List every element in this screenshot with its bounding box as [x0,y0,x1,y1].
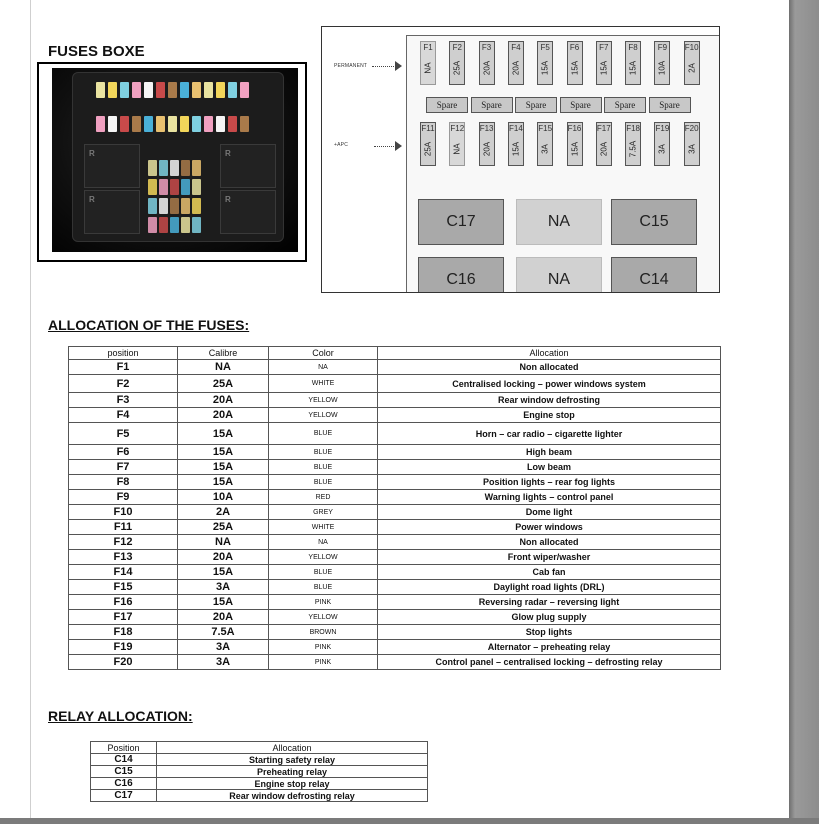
fuse-slot-value: 15A [570,141,579,157]
photo-fuse [181,160,190,176]
fuse-table-header [69,347,721,360]
fuse-table-row [69,550,721,565]
fuse-allocation: Engine stop [378,408,721,423]
fuse-slot-f11 [420,122,436,166]
fuse-calibre: 15A [178,475,269,490]
photo-fuse [108,82,117,98]
photo-fuse [159,217,168,233]
fuse-allocation-heading: ALLOCATION OF THE FUSES: [48,317,250,333]
fuse-color: BLUE [269,445,378,460]
photo-fuse [120,116,129,132]
fuse-allocation: Alternator – preheating relay [378,640,721,655]
relay-slot-na: NA [516,257,602,293]
fuse-slot-f19 [654,122,670,166]
spare-fuse-slot: Spare [471,97,513,113]
photo-fuse [240,82,249,98]
fuse-color: RED [269,490,378,505]
fuse-slot-f17 [596,122,612,166]
fuse-position: F12 [69,535,178,550]
fuse-position: F14 [69,565,178,580]
photo-fuse [156,116,165,132]
fuse-slot-f8 [625,41,641,85]
fuse-allocation: Dome light [378,505,721,520]
fuse-allocation: Glow plug supply [378,610,721,625]
photo-fuse [180,116,189,132]
fuse-slot-f5 [537,41,553,85]
photo-fuse [228,116,237,132]
spare-fuse-slot: Spare [560,97,602,113]
fuse-slot-name: F13 [479,124,494,133]
fuse-position: F15 [69,580,178,595]
fuse-slot-value: NA [423,62,433,74]
fuse-slot-f14 [508,122,524,166]
header-position: position [69,347,178,360]
fuse-calibre: 20A [178,408,269,423]
fuse-slot-f16 [567,122,583,166]
fuse-slot-name: F2 [452,43,462,52]
fuse-allocation: Non allocated [378,535,721,550]
left-margin [0,0,30,818]
permanent-supply-label: PERMANENT [334,63,368,69]
fuse-position: F16 [69,595,178,610]
fuse-calibre: 15A [178,565,269,580]
fuse-position: F4 [69,408,178,423]
photo-fuse [168,82,177,98]
fuse-position: F7 [69,460,178,475]
spare-fuse-slot: Spare [604,97,646,113]
fuse-color: BROWN [269,625,378,640]
relay-table-row [91,790,428,802]
relay-table-header [91,742,428,754]
fuse-slot-f7 [596,41,612,85]
fuse-allocation: Power windows [378,520,721,535]
viewer-scrollbar-gutter[interactable] [789,0,819,824]
fuse-calibre: 15A [178,445,269,460]
fuse-slot-f10 [684,41,700,85]
photo-fuse [192,116,201,132]
fuse-allocation-table [68,346,721,670]
fuse-slot-name: F5 [540,43,550,52]
fuse-slot-value: 15A [511,141,521,157]
fuse-color: NA [269,360,378,375]
photo-fuse [148,217,157,233]
photo-fuse [192,160,201,176]
fuse-allocation: Centralised locking – power windows system [378,375,721,393]
relay-position: C16 [91,778,157,790]
relay-allocation: Engine stop relay [157,778,428,790]
photo-relay-mark: R [89,149,95,158]
relay-slot-c17: C17 [418,199,504,245]
fuse-slot-value: 7.5A [628,140,638,158]
fuse-slot-f12 [449,122,465,166]
fuse-table-row [69,360,721,375]
fuse-calibre: NA [178,535,269,550]
photo-fuse [181,217,190,233]
photo-relay-mark: R [225,195,231,204]
photo-relay-mark: R [89,195,95,204]
fuse-slot-value: 15A [570,60,579,76]
fuse-table-row [69,445,721,460]
photo-fuse [96,82,105,98]
relay-table-row [91,778,428,790]
relay-allocation: Preheating relay [157,766,428,778]
spare-fuse-slot: Spare [649,97,691,113]
relay-slot-c14: C14 [611,257,697,293]
photo-fuse [168,116,177,132]
fuse-slot-value: 20A [511,60,521,76]
fuse-allocation: Rear window defrosting [378,393,721,408]
fuses-box-heading: FUSES BOXE [48,43,145,60]
fuse-slot-f3 [479,41,495,85]
fuse-slot-name: F6 [569,43,580,52]
relay-slot-na: NA [516,199,602,245]
fuse-slot-f9 [654,41,670,85]
fuse-box-diagram [321,26,720,293]
relay-position: C14 [91,754,157,766]
fuse-calibre: 20A [178,393,269,408]
fuse-slot-name: F7 [599,43,609,52]
fuse-table-row [69,423,721,445]
fuse-slot-value: 3A [540,144,550,154]
fuse-slot-value: 25A [452,60,462,76]
apc-arrow-icon [395,141,402,151]
fuse-slot-f4 [508,41,524,85]
fuse-slot-name: F20 [684,124,699,133]
fuse-table-row [69,595,721,610]
photo-fuse [180,82,189,98]
fuse-color: PINK [269,640,378,655]
photo-fuse [132,82,141,98]
photo-fuse [204,116,213,132]
fuse-slot-value: 15A [628,60,638,76]
fuse-position: F17 [69,610,178,625]
relay-slot-c16: C16 [418,257,504,293]
photo-fuse [192,217,201,233]
photo-fuse [192,179,201,195]
photo-fuse [192,198,201,214]
fuse-color: YELLOW [269,610,378,625]
photo-fuse [170,160,179,176]
fuse-slot-name: F3 [481,43,492,52]
fuse-table-row [69,655,721,670]
relay-position: C17 [91,790,157,802]
fuse-table-row [69,535,721,550]
photo-relay [220,190,276,234]
fuse-calibre: 10A [178,490,269,505]
photo-fuse [120,82,129,98]
viewer-bottom-edge [0,818,819,824]
fuse-position: F9 [69,490,178,505]
fuse-allocation: Control panel – centralised locking – defrosting relay [378,655,721,670]
fuse-table-row [69,625,721,640]
fuse-allocation: Cab fan [378,565,721,580]
photo-fuse [170,198,179,214]
fuse-table-row [69,505,721,520]
fuse-slot-name: F15 [538,124,553,133]
fuse-table-row [69,640,721,655]
photo-fuse [181,198,190,214]
fuse-slot-name: F14 [508,124,523,133]
fuse-color: BLUE [269,460,378,475]
photo-fuse [216,82,225,98]
fuse-color: WHITE [269,375,378,393]
photo-fuse [170,217,179,233]
photo-relay-mark: R [225,149,231,158]
fuse-slot-name: F19 [655,124,670,133]
fuse-color: PINK [269,595,378,610]
fuse-slot-value: 20A [482,141,492,157]
photo-fuse [132,116,141,132]
fuse-calibre: 20A [178,610,269,625]
fuse-slot-value: 15A [540,60,550,76]
fuse-table-row [69,375,721,393]
fuse-slot-value: 20A [599,141,609,157]
fuse-slot-name: F1 [423,43,433,52]
fuse-table-row [69,565,721,580]
fuse-calibre: NA [178,360,269,375]
fuse-position: F10 [69,505,178,520]
fuse-slot-value: 25A [423,141,433,157]
photo-fuse [148,160,157,176]
fuse-calibre: 20A [178,550,269,565]
fuse-slot-f13 [479,122,495,166]
fuse-position: F19 [69,640,178,655]
header-color: Color [269,347,378,360]
fuse-table-row [69,580,721,595]
fuse-color: WHITE [269,520,378,535]
photo-fuse [159,198,168,214]
permanent-arrow-line [372,66,396,68]
relay-table-row [91,766,428,778]
fuse-allocation: Daylight road lights (DRL) [378,580,721,595]
photo-fuse [96,116,105,132]
fuse-allocation: Front wiper/washer [378,550,721,565]
photo-fuse [240,116,249,132]
fuse-position: F11 [69,520,178,535]
fuse-slot-name: F18 [626,124,640,133]
permanent-arrow-icon [395,61,402,71]
fuse-slot-f15 [537,122,553,166]
fuse-slot-value: 3A [657,144,667,154]
fuse-calibre: 15A [178,460,269,475]
fuse-color: PINK [269,655,378,670]
fuse-calibre: 7.5A [178,625,269,640]
fuse-slot-name: F17 [596,124,611,133]
fuse-position: F8 [69,475,178,490]
fuse-allocation: Non allocated [378,360,721,375]
fuse-calibre: 3A [178,640,269,655]
fuse-color: YELLOW [269,550,378,565]
fuse-slot-value: 2A [687,63,697,73]
header-calibre: Calibre [178,347,269,360]
relay-table-row [91,754,428,766]
fuse-color: YELLOW [269,393,378,408]
fuse-position: F5 [69,423,178,445]
fuse-allocation: Reversing radar – reversing light [378,595,721,610]
header-allocation: Allocation [378,347,721,360]
fuse-position: F20 [69,655,178,670]
fuse-table-row [69,490,721,505]
relay-header-position: Position [91,742,157,754]
fuse-color: NA [269,535,378,550]
fuse-position: F1 [69,360,178,375]
fuse-allocation: Horn – car radio – cigarette lighter [378,423,721,445]
fuse-calibre: 3A [178,580,269,595]
fuse-slot-value: 20A [482,60,492,76]
relay-allocation: Rear window defrosting relay [157,790,428,802]
fuse-table-row [69,460,721,475]
photo-fuse [204,82,213,98]
fuse-position: F13 [69,550,178,565]
photo-fuse [148,179,157,195]
fuse-position: F2 [69,375,178,393]
fuse-color: GREY [269,505,378,520]
fuse-calibre: 3A [178,655,269,670]
fuse-color: BLUE [269,423,378,445]
photo-relay [220,144,276,188]
fuse-slot-name: F10 [684,43,699,52]
fuse-slot-name: F16 [567,124,582,133]
photo-fuse [192,82,201,98]
fuse-position: F6 [69,445,178,460]
fuse-position: F18 [69,625,178,640]
fuse-table-row [69,520,721,535]
fuse-slot-f18 [625,122,641,166]
fuse-calibre: 2A [178,505,269,520]
relay-allocation-heading: RELAY ALLOCATION: [48,708,193,724]
fuse-slot-f1 [420,41,436,85]
fuse-table-row [69,475,721,490]
fuse-color: BLUE [269,565,378,580]
fuse-slot-f2 [449,41,465,85]
apc-supply-label: +APC [334,142,349,148]
fuse-slot-name: F8 [628,43,638,52]
photo-fuse [216,116,225,132]
relay-header-allocation: Allocation [157,742,428,754]
fuse-allocation: Position lights – rear fog lights [378,475,721,490]
relay-allocation-table [90,741,428,802]
fuse-allocation: Warning lights – control panel [378,490,721,505]
fuse-calibre: 25A [178,375,269,393]
photo-fuse [144,116,153,132]
fuse-slot-value: 3A [687,144,697,154]
photo-fuse [181,179,190,195]
fuse-slot-name: F12 [450,124,465,133]
photo-fuse [228,82,237,98]
spare-fuse-slot: Spare [426,97,468,113]
fuse-slot-f6 [567,41,583,85]
photo-fuse [170,179,179,195]
photo-fuse [156,82,165,98]
fuse-calibre: 25A [178,520,269,535]
photo-fuse [108,116,117,132]
spare-fuse-slot: Spare [515,97,557,113]
fuse-allocation: High beam [378,445,721,460]
fuse-allocation: Low beam [378,460,721,475]
fuse-table-row [69,610,721,625]
fuse-calibre: 15A [178,423,269,445]
apc-arrow-line [374,146,396,148]
fuse-table-row [69,408,721,423]
photo-fuse [159,179,168,195]
photo-fuse [148,198,157,214]
relay-position: C15 [91,766,157,778]
photo-fuse [159,160,168,176]
fuse-slot-value: 10A [657,60,667,76]
fuse-slot-name: F4 [511,43,521,52]
photo-fuse [144,82,153,98]
fuse-position: F3 [69,393,178,408]
fuse-color: YELLOW [269,408,378,423]
fuse-box-photo [52,68,298,252]
fuse-slot-f20 [684,122,700,166]
fuse-slot-name: F11 [421,124,435,133]
fuse-calibre: 15A [178,595,269,610]
fuse-slot-value: NA [452,143,462,155]
photo-relay [84,144,140,188]
fuse-slot-value: 15A [599,60,609,76]
fuse-allocation: Stop lights [378,625,721,640]
fuse-color: BLUE [269,475,378,490]
fuse-slot-name: F9 [657,43,668,52]
relay-slot-c15: C15 [611,199,697,245]
fuse-color: BLUE [269,580,378,595]
fuse-table-row [69,393,721,408]
photo-relay [84,190,140,234]
relay-allocation: Starting safety relay [157,754,428,766]
